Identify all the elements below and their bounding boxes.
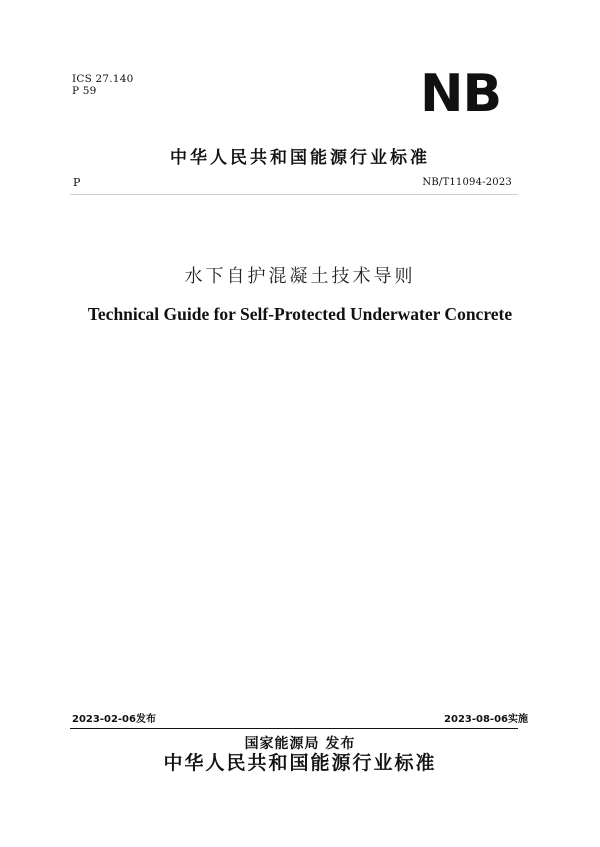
ics-code: ICS 27.140: [72, 73, 134, 85]
issue-date: 2023-02-06发布: [72, 714, 156, 725]
implementation-date: 2023-08-06实施: [444, 714, 528, 725]
classification-code: P 59: [72, 85, 97, 97]
nb-logo: NB: [420, 64, 502, 124]
document-title-english: Technical Guide for Self-Protected Underwater Concrete: [87, 304, 513, 324]
issuer: 国家能源局 发布: [244, 736, 356, 752]
bottom-divider: [70, 728, 518, 729]
standard-number: NB/T11094-2023: [422, 177, 512, 188]
class-letter: P: [73, 176, 81, 189]
standard-category-footer: 中华人民共和国能源行业标准: [163, 752, 437, 774]
standard-category-heading: 中华人民共和国能源行业标准: [170, 148, 430, 168]
top-divider: [70, 194, 518, 195]
document-title-chinese: 水下自护混凝土技术导则: [184, 266, 416, 287]
ics-block: [72, 73, 133, 97]
